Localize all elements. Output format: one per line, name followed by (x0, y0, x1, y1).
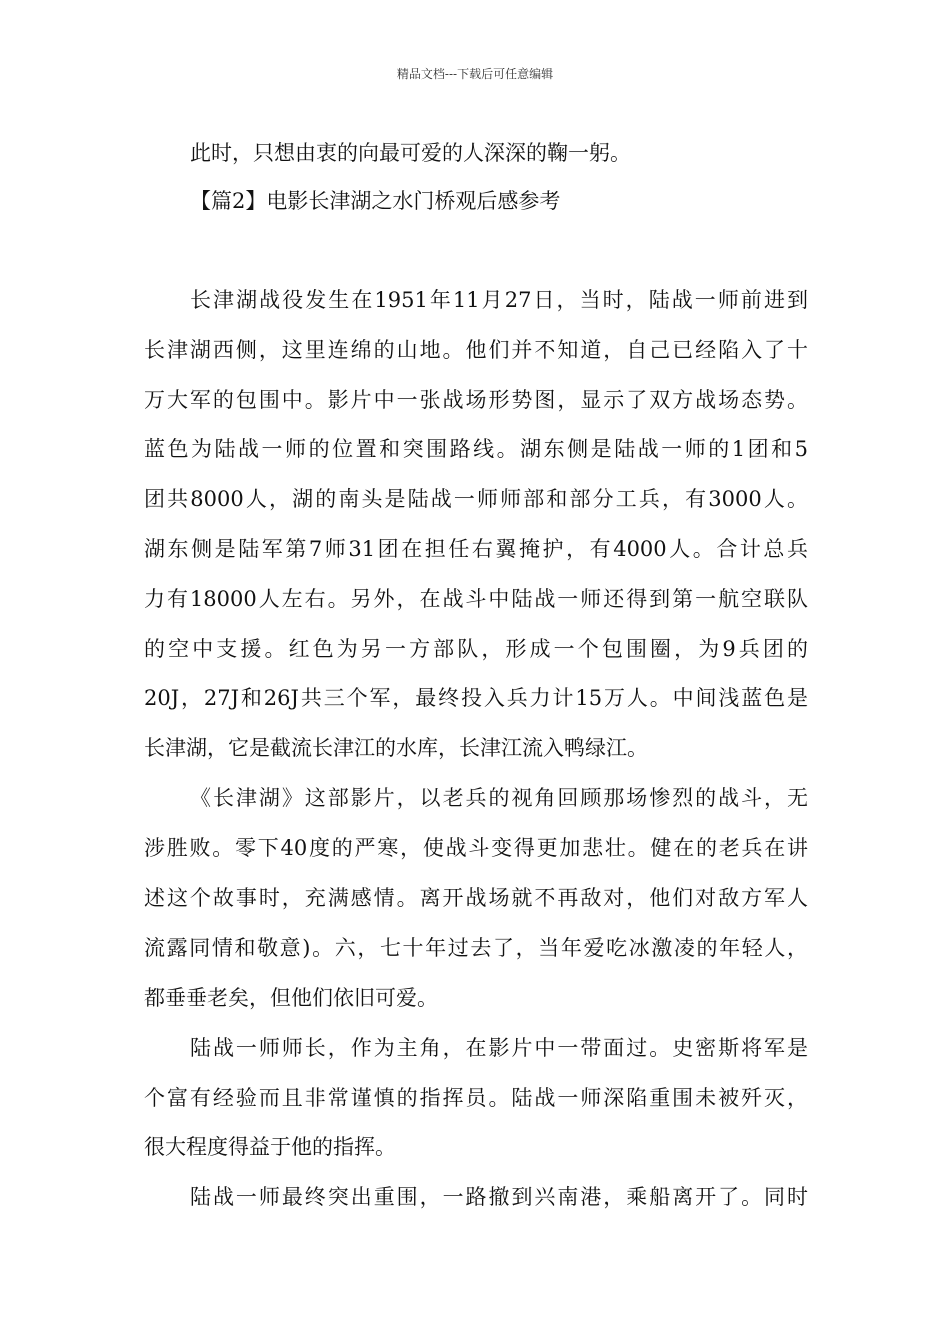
text-line: 团共8000人，湖的南头是陆战一师师部和部分工兵，有3000人。 (144, 487, 808, 511)
text-line: 蓝色为陆战一师的位置和突围路线。湖东侧是陆战一师的1团和5 (144, 437, 808, 461)
section-heading: 【篇2】电影长津湖之水门桥观后感参考 (190, 189, 561, 213)
text-line: 很大程度得益于他的指挥。 (144, 1135, 396, 1159)
text-line: 都垂垂老矣，但他们依旧可爱。 (144, 986, 438, 1010)
text-line: 陆战一师师长，作为主角，在影片中一带面过。史密斯将军是 (190, 1036, 808, 1060)
text-line: 述这个故事时，充满感情。离开战场就不再敌对，他们对敌方军人 (144, 886, 808, 910)
text-line: 长津湖，它是截流长津江的水库，长津江流入鸭绿江。 (144, 736, 648, 760)
text-line: 湖东侧是陆军第7师31团在担任右翼掩护，有4000人。合计总兵 (144, 537, 808, 561)
text-line: 20J，27J和26J共三个军，最终投入兵力计15万人。中间浅蓝色是 (144, 686, 808, 710)
text-line: 长津湖战役发生在1951年11月27日，当时，陆战一师前进到 (190, 288, 808, 312)
text-line: 陆战一师最终突出重围，一路撤到兴南港，乘船离开了。同时 (190, 1185, 808, 1209)
text-line: 流露同情和敬意)。六，七十年过去了，当年爱吃冰激凌的年轻人， (144, 936, 808, 960)
text-line: 个富有经验而且非常谨慎的指挥员。陆战一师深陷重围未被歼灭， (144, 1086, 808, 1110)
text-line: 涉胜败。零下40度的严寒，使战斗变得更加悲壮。健在的老兵在讲 (144, 836, 808, 860)
text-line: 长津湖西侧，这里连绵的山地。他们并不知道，自己已经陷入了十 (144, 338, 808, 362)
text-line: 的空中支援。红色为另一方部队，形成一个包围圈，为9兵团的 (144, 637, 808, 661)
page-header: 精品文档---下载后可任意编辑 (396, 67, 554, 81)
text-line: 此时，只想由衷的向最可爱的人深深的鞠一躬。 (190, 141, 631, 165)
text-line: 《长津湖》这部影片，以老兵的视角回顾那场惨烈的战斗，无 (190, 786, 808, 810)
text-line: 力有18000人左右。另外，在战斗中陆战一师还得到第一航空联队 (144, 587, 808, 611)
text-line: 万大军的包围中。影片中一张战场形势图，显示了双方战场态势。 (144, 388, 808, 412)
